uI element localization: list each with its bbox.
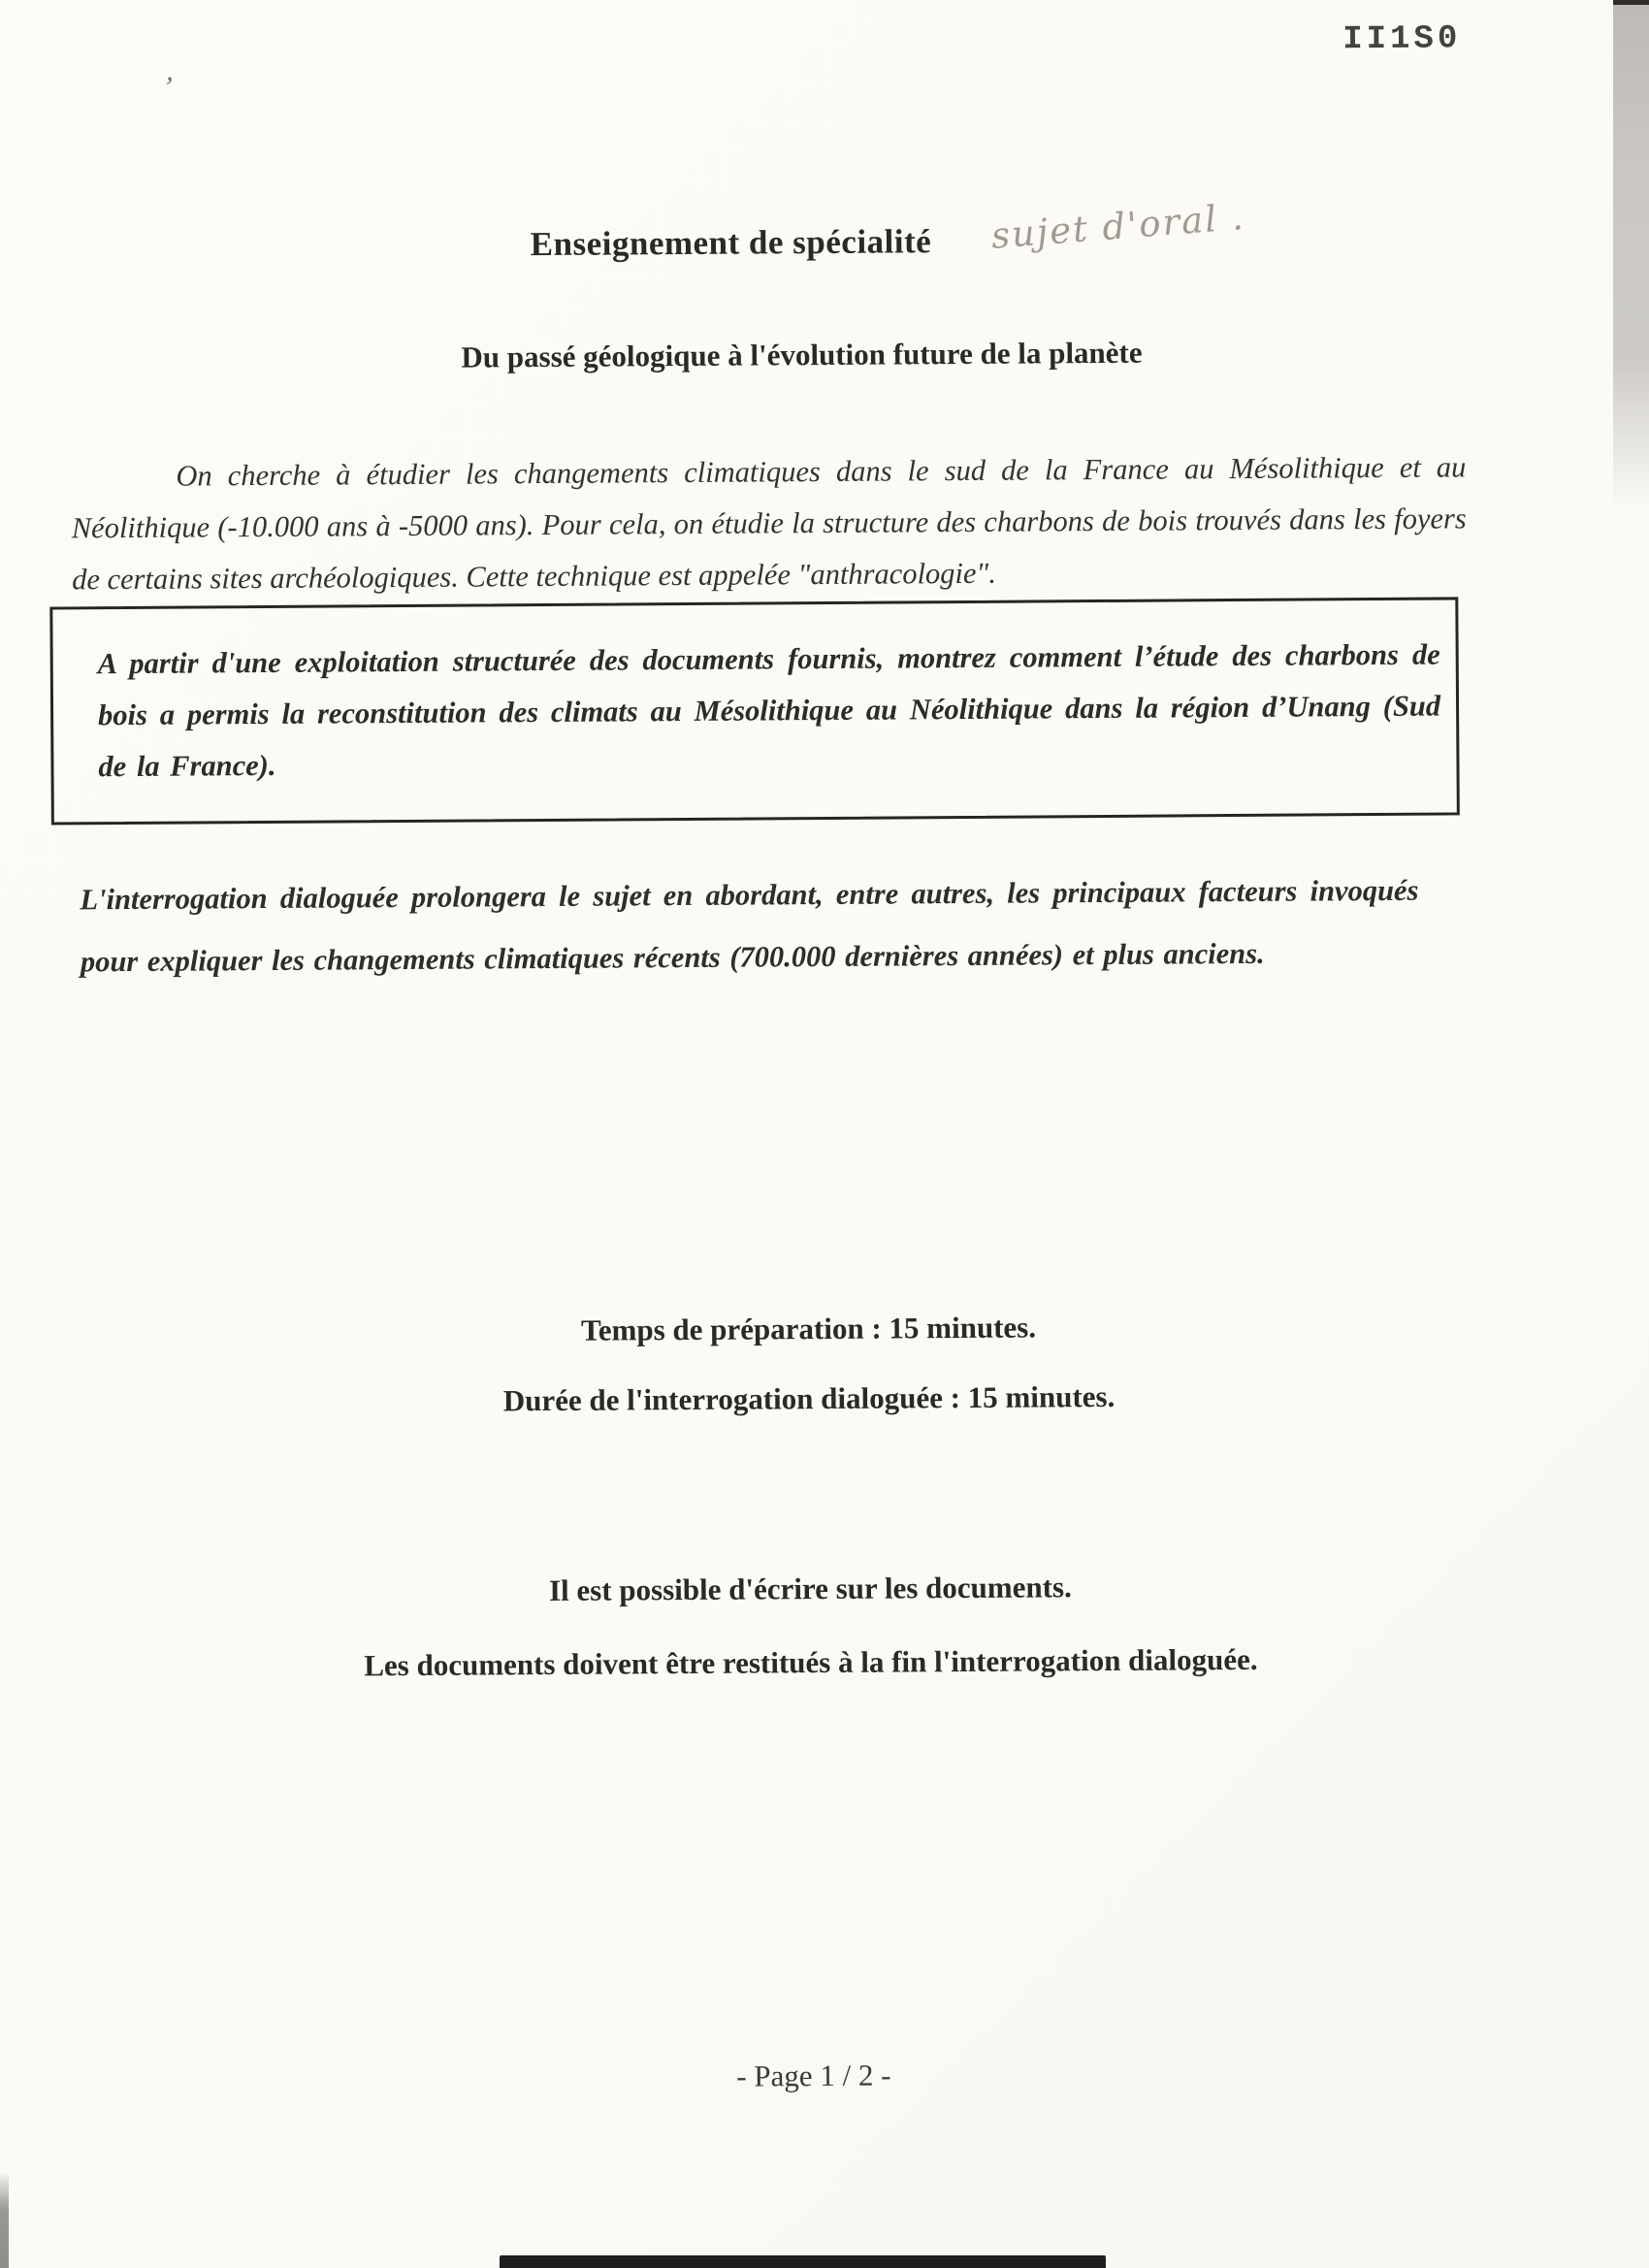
scan-edge-right xyxy=(1613,0,1649,509)
oral-duration-line: Durée de l'interrogation dialoguée : 15 minutes. xyxy=(502,1378,1116,1418)
stray-pen-mark: , xyxy=(165,54,178,88)
page-title: Enseignement de spécialité xyxy=(530,222,932,264)
prep-time-line: Temps de préparation : 15 minutes. xyxy=(580,1310,1037,1347)
subtitle: Du passé géologique à l'évolution future de la planète xyxy=(461,335,1143,374)
task-box xyxy=(49,597,1460,825)
followup-paragraph: L'interrogation dialoguée prolongera le sujet en abordant, entre autres, les principaux facteurs invoqués pour expliquer les changements climatiques récents (700.000 dernières années) et plus anciens. xyxy=(80,873,1419,979)
intro-paragraph: On cherche à étudier les changements climatiques dans le sud de la France au Mésolithique et au Néolithique (-10.000 ans à -5000 ans). Pour cela, on étudie la structure des charbons de bois trouvés dans les foyers de certains sites archéologiques. Cette technique est appelée "anthracologie". xyxy=(71,450,1467,597)
scan-edge-top-line xyxy=(1613,0,1649,5)
return-documents-line: Les documents doivent être restitués à la fin l'interrogation dialoguée. xyxy=(364,1641,1258,1683)
handwritten-note: sujet d'oral . xyxy=(989,195,1246,257)
task-paragraph: A partir d'une exploitation structurée des documents fournis, montrez comment l’étude des charbons de bois a permis la reconstitution des climats au Mésolithique au Néolithique dans la région d’Unang (Sud de la France). xyxy=(97,637,1441,784)
scan-edge-left xyxy=(0,2171,9,2268)
write-permission-line: Il est possible d'écrire sur les documents. xyxy=(548,1570,1072,1607)
exam-code: II1S0 xyxy=(1342,20,1462,59)
title-row xyxy=(531,222,932,264)
page-footer: - Page 1 / 2 - xyxy=(736,2057,891,2093)
bottom-scan-bar xyxy=(500,2255,1106,2268)
